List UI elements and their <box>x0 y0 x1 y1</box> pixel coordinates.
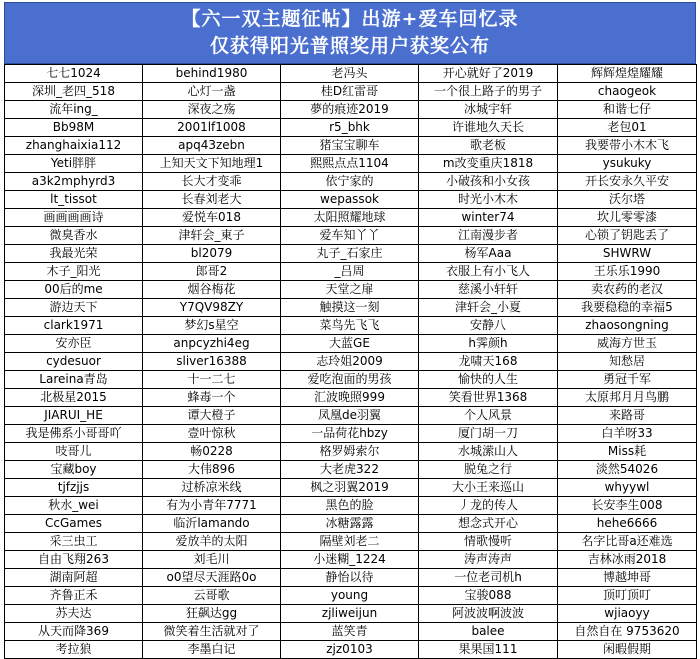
table-row <box>5 389 697 407</box>
table-row <box>5 335 697 353</box>
winner-name-cell: 衣服上有小飞人 <box>419 263 558 281</box>
table-row <box>5 497 697 515</box>
table-row <box>5 173 697 191</box>
winner-name-cell: 小破孩和小女孩 <box>419 173 558 191</box>
winner-name-cell: 吱哥儿 <box>5 443 143 461</box>
winner-name-cell: 烟谷梅花 <box>143 281 281 299</box>
winner-name-cell: 谭大橙子 <box>143 407 281 425</box>
winner-name-cell: 狂飙达gg <box>143 605 281 623</box>
winner-name-cell: 江南漫步者 <box>419 227 558 245</box>
winner-name-cell: 湖南阿超 <box>5 569 143 587</box>
winner-name-cell: 歌老板 <box>419 137 558 155</box>
winner-name-cell: 顶叮顶叮 <box>558 587 697 605</box>
winners-sheet <box>4 2 696 656</box>
winner-name-cell: Bb98M <box>5 119 143 137</box>
winner-name-cell: chaogeok <box>558 83 697 101</box>
winner-name-cell: 云哥歌 <box>143 587 281 605</box>
table-row <box>5 83 697 101</box>
winner-name-cell: 志玲姐2009 <box>281 353 419 371</box>
winner-name-cell: 七七1024 <box>5 65 143 83</box>
winner-name-cell: 游边天下 <box>5 299 143 317</box>
winner-name-cell: 李墨白记 <box>143 641 281 659</box>
table-row <box>5 317 697 335</box>
winner-name-cell: 有为小青年7771 <box>143 497 281 515</box>
winner-name-cell: zhaosongning <box>558 317 697 335</box>
table-row <box>5 587 697 605</box>
winner-name-cell: 夢的痕迹2019 <box>281 101 419 119</box>
winner-name-cell: 和谐七仔 <box>558 101 697 119</box>
winner-name-cell: 触摸这一刻 <box>281 299 419 317</box>
winner-name-cell: tjfzjjs <box>5 479 143 497</box>
winner-name-cell: wjiaoyy <box>558 605 697 623</box>
table-row <box>5 461 697 479</box>
winner-name-cell: 丸子_石家庄 <box>281 245 419 263</box>
table-row <box>5 281 697 299</box>
winner-name-cell: a3k2mphyrd3 <box>5 173 143 191</box>
winner-name-cell: 冰城宇轩 <box>419 101 558 119</box>
winner-name-cell: 许谁地久天长 <box>419 119 558 137</box>
winner-name-cell: CcGames <box>5 515 143 533</box>
winner-name-cell: bl2079 <box>143 245 281 263</box>
winner-name-cell: 丿龙的传人 <box>419 497 558 515</box>
winner-name-cell: 果果国111 <box>419 641 558 659</box>
winner-name-cell: 蓝笑青 <box>281 623 419 641</box>
winner-name-cell: 一位老司机h <box>419 569 558 587</box>
table-row <box>5 137 697 155</box>
winner-name-cell: 辉辉煌煌耀耀 <box>558 65 697 83</box>
winner-name-cell: 津轩会_東子 <box>143 227 281 245</box>
winner-name-cell: 采三虫工 <box>5 533 143 551</box>
winner-name-cell: 时光小木木 <box>419 191 558 209</box>
winner-name-cell: 菜鸟先飞飞 <box>281 317 419 335</box>
winner-name-cell: 上知天文下知地理1 <box>143 155 281 173</box>
table-row <box>5 569 697 587</box>
winner-name-cell: 天堂之扉 <box>281 281 419 299</box>
table-row <box>5 353 697 371</box>
winner-name-cell: 来路哥 <box>558 407 697 425</box>
winner-name-cell: 博越坤哥 <box>558 569 697 587</box>
table-row <box>5 65 697 83</box>
winner-name-cell: 流年ing_ <box>5 101 143 119</box>
winner-name-cell: 静怡以待 <box>281 569 419 587</box>
winner-name-cell: 临沂lamando <box>143 515 281 533</box>
winner-name-cell: 梦幻s星空 <box>143 317 281 335</box>
winner-name-cell: 吉林冰雨2018 <box>558 551 697 569</box>
winner-name-cell: 十一二七 <box>143 371 281 389</box>
winner-name-cell: 慈溪小轩轩 <box>419 281 558 299</box>
winner-name-cell: 闲暇假期 <box>558 641 697 659</box>
winner-name-cell: 长春刘老大 <box>143 191 281 209</box>
winner-name-cell: 我是佛系小哥哥吖 <box>5 425 143 443</box>
winner-name-cell: 愉快的人生 <box>419 371 558 389</box>
winner-name-cell: m改变重庆1818 <box>419 155 558 173</box>
winner-name-cell: 蜂毒一个 <box>143 389 281 407</box>
winner-name-cell: 齐鲁正禾 <box>5 587 143 605</box>
winner-name-cell: 太阳照耀地球 <box>281 209 419 227</box>
winner-name-cell: 微臭香水 <box>5 227 143 245</box>
winner-name-cell: 北极星2015 <box>5 389 143 407</box>
winner-name-cell: 笑看世界1368 <box>419 389 558 407</box>
winner-name-cell: 刘毛川 <box>143 551 281 569</box>
table-row <box>5 407 697 425</box>
winner-name-cell: 熙熙点点1104 <box>281 155 419 173</box>
winner-name-cell: 卖农药的老汉 <box>558 281 697 299</box>
winner-name-cell: 冰糖露露 <box>281 515 419 533</box>
winner-name-cell: JIARUI_HE <box>5 407 143 425</box>
winner-name-cell: 依宁家的 <box>281 173 419 191</box>
winner-name-cell: 安亦臣 <box>5 335 143 353</box>
winner-name-cell: 桂D红雷哥 <box>281 83 419 101</box>
winner-name-cell: lt_tissot <box>5 191 143 209</box>
winner-name-cell: 想念式开心 <box>419 515 558 533</box>
table-row <box>5 245 697 263</box>
table-row <box>5 425 697 443</box>
winner-name-cell: 安静八 <box>419 317 558 335</box>
winner-name-cell: apq43zebn <box>143 137 281 155</box>
winner-name-cell: 大老虎322 <box>281 461 419 479</box>
winner-name-cell: 名字比哥a还难选 <box>558 533 697 551</box>
winner-name-cell: 爱车知丫丫 <box>281 227 419 245</box>
winner-name-cell: 自由飞翔263 <box>5 551 143 569</box>
winner-name-cell: 龙啸天168 <box>419 353 558 371</box>
winner-name-cell: zhanghaixia112 <box>5 137 143 155</box>
winner-name-cell: 坎儿零零漆 <box>558 209 697 227</box>
winner-name-cell: 长大才变乖 <box>143 173 281 191</box>
winner-name-cell: 黑色的脸 <box>281 497 419 515</box>
winners-table <box>4 64 697 659</box>
winner-name-cell: 汇波晚照999 <box>281 389 419 407</box>
winner-name-cell: 枫之羽翼2019 <box>281 479 419 497</box>
winner-name-cell: 爱吃泡面的男孩 <box>281 371 419 389</box>
winner-name-cell: 知愁居 <box>558 353 697 371</box>
winner-name-cell: 爱悦车018 <box>143 209 281 227</box>
winner-name-cell: hehe6666 <box>558 515 697 533</box>
winner-name-cell: 老冯头 <box>281 65 419 83</box>
winner-name-cell: behind1980 <box>143 65 281 83</box>
winner-name-cell: 宝骏088 <box>419 587 558 605</box>
winner-name-cell: sliver16388 <box>143 353 281 371</box>
page-subtitle: 仅获得阳光普照奖用户获奖公布 <box>209 35 490 57</box>
winner-name-cell: cydesuor <box>5 353 143 371</box>
winner-name-cell: 开长安永久平安 <box>558 173 697 191</box>
table-row <box>5 479 697 497</box>
winner-name-cell: Miss耗 <box>558 443 697 461</box>
winner-name-cell: whyywl <box>558 479 697 497</box>
winner-name-cell: 老包01 <box>558 119 697 137</box>
winner-name-cell: 心灯一盏 <box>143 83 281 101</box>
winner-name-cell: 畅0228 <box>143 443 281 461</box>
winner-name-cell: 郎哥2 <box>143 263 281 281</box>
winner-name-cell: 木子_阳光 <box>5 263 143 281</box>
table-row <box>5 515 697 533</box>
winner-name-cell: Y7QV98ZY <box>143 299 281 317</box>
winner-name-cell: _吕周 <box>281 263 419 281</box>
winner-name-cell: 爱放羊的太阳 <box>143 533 281 551</box>
winner-name-cell: clark1971 <box>5 317 143 335</box>
winner-name-cell: 阿波波啊波波 <box>419 605 558 623</box>
winner-name-cell: 大小王来巡山 <box>419 479 558 497</box>
winner-name-cell: 王乐乐1990 <box>558 263 697 281</box>
table-row <box>5 101 697 119</box>
winner-name-cell: wepassok <box>281 191 419 209</box>
table-row <box>5 263 697 281</box>
winner-name-cell: 凤凰de羽翼 <box>281 407 419 425</box>
winner-name-cell: 一品荷花hbzy <box>281 425 419 443</box>
winner-name-cell: 大蓝GE <box>281 335 419 353</box>
winner-name-cell: 苏夫达 <box>5 605 143 623</box>
winner-name-cell: 秋水_wei <box>5 497 143 515</box>
winner-name-cell: 一个很上路子的男子 <box>419 83 558 101</box>
winner-name-cell: 大伟896 <box>143 461 281 479</box>
table-row <box>5 551 697 569</box>
winner-name-cell: 考拉狼 <box>5 641 143 659</box>
winner-name-cell: winter74 <box>419 209 558 227</box>
winner-name-cell: 格罗姆索尔 <box>281 443 419 461</box>
winner-name-cell: 杨军Aaa <box>419 245 558 263</box>
winner-name-cell: 00后的me <box>5 281 143 299</box>
table-row <box>5 227 697 245</box>
winner-name-cell: 津轩会_小夏 <box>419 299 558 317</box>
page-title: 【六一双主题征帖】出游+爱车回忆录 <box>181 8 519 30</box>
winner-name-cell: 猪宝宝聊车 <box>281 137 419 155</box>
winner-name-cell: 沃尔塔 <box>558 191 697 209</box>
winner-name-cell: 隔壁刘老二 <box>281 533 419 551</box>
winner-name-cell: 2001lf1008 <box>143 119 281 137</box>
winner-name-cell: 自然自在 9753620 <box>558 623 697 641</box>
winner-name-cell: 壹叶惊秋 <box>143 425 281 443</box>
table-row <box>5 533 697 551</box>
winner-name-cell: young <box>281 587 419 605</box>
winner-name-cell: 画画画画诗 <box>5 209 143 227</box>
winner-name-cell: 长安李生008 <box>558 497 697 515</box>
winner-name-cell: 脱兔之行 <box>419 461 558 479</box>
table-row <box>5 605 697 623</box>
table-row <box>5 443 697 461</box>
table-row <box>5 641 697 659</box>
title-banner <box>4 2 696 64</box>
winner-name-cell: zjz0103 <box>281 641 419 659</box>
winner-name-cell: 我要带小木木飞 <box>558 137 697 155</box>
winner-name-cell: 开心就好了2019 <box>419 65 558 83</box>
winner-name-cell: balee <box>419 623 558 641</box>
winner-name-cell: SHWRW <box>558 245 697 263</box>
winner-name-cell: anpcyzhi4eg <box>143 335 281 353</box>
table-row <box>5 191 697 209</box>
winner-name-cell: 淡然54026 <box>558 461 697 479</box>
winner-name-cell: 涛声涛声 <box>419 551 558 569</box>
table-row <box>5 119 697 137</box>
winner-name-cell: 从天而降369 <box>5 623 143 641</box>
winner-name-cell: 我要稳稳的幸福5 <box>558 299 697 317</box>
winner-name-cell: zjliweijun <box>281 605 419 623</box>
winner-name-cell: 心锁了钥匙丢了 <box>558 227 697 245</box>
winner-name-cell: 情歌慢听 <box>419 533 558 551</box>
winner-name-cell: 深圳_老四_518 <box>5 83 143 101</box>
winner-name-cell: 勇冠千军 <box>558 371 697 389</box>
winner-name-cell: 我最光荣 <box>5 245 143 263</box>
winner-name-cell: 小迷糊_1224 <box>281 551 419 569</box>
winner-name-cell: 过桥凉米线 <box>143 479 281 497</box>
winner-name-cell: r5_bhk <box>281 119 419 137</box>
table-row <box>5 299 697 317</box>
winner-name-cell: 个人风景 <box>419 407 558 425</box>
table-row <box>5 209 697 227</box>
winner-name-cell: 深夜之殇 <box>143 101 281 119</box>
winner-name-cell: 白羊呀33 <box>558 425 697 443</box>
winner-name-cell: 太原邦月月鸟鹏 <box>558 389 697 407</box>
winner-name-cell: Yeti胖胖 <box>5 155 143 173</box>
winner-name-cell: h霁颜h <box>419 335 558 353</box>
winner-name-cell: 水城潆山人 <box>419 443 558 461</box>
winner-name-cell: 宝藏boy <box>5 461 143 479</box>
winner-name-cell: 厦门胡一刀 <box>419 425 558 443</box>
winner-name-cell: 微笑着生活就对了 <box>143 623 281 641</box>
table-row <box>5 371 697 389</box>
winners-table-body <box>5 65 697 659</box>
winner-name-cell: 威海方世玉 <box>558 335 697 353</box>
winner-name-cell: Lareina青岛 <box>5 371 143 389</box>
winner-name-cell: o0望尽天涯路0o <box>143 569 281 587</box>
winner-name-cell: ysukuky <box>558 155 697 173</box>
table-row <box>5 155 697 173</box>
